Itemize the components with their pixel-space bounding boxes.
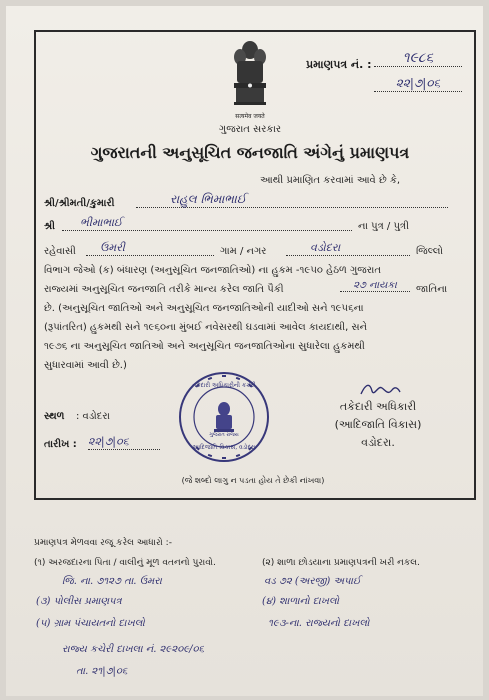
- handwritten-note: જિ. ના. ૭૧૨૭ તા. ઉમરા: [62, 576, 162, 587]
- certificate-number-label: પ્રમાણપત્ર નં. :: [306, 58, 372, 71]
- certificate-paper: [6, 6, 483, 696]
- date-value: ૨૨|૭|૦૬: [88, 435, 160, 450]
- government-name: ગુજરાત સરકાર: [218, 124, 282, 135]
- tribe-value: ૨૭ નાયકા: [340, 280, 410, 292]
- handwritten-note: (૪) શાળાનો દાખલો: [262, 596, 340, 607]
- village-label: ગામ / નગર: [220, 246, 267, 257]
- certify-line: આથી પ્રમાણિત કરવામાં આવે છે કે,: [260, 175, 401, 186]
- name-value: રાહુલ ભિમાભાઈ: [136, 192, 448, 208]
- body-line-4: (રૂપાંતરિત) હુકમથી સને ૧૯૬૦ના મુંબઈ નવેસરથી ઘડવામાં આવેલ કાયદાથી, સને: [44, 322, 368, 333]
- body-line-2-end: જાતિના: [416, 284, 448, 295]
- body-line-6: સુધારવામાં આવી છે.): [44, 360, 127, 371]
- place-label: સ્થળ: [44, 411, 65, 422]
- handwritten-note: વડ ૭૨ (અરજી) અપાઈ: [264, 576, 361, 587]
- footnote: (જે શબ્દો લાગુ ન પડતા હોય તે છેકી નાંખવા): [181, 476, 325, 485]
- officer-department: (આદિજાતિ વિકાસ): [334, 418, 422, 431]
- officer-signature: [358, 380, 402, 400]
- body-line-3: છે. (અનુસૂચિત જાતિઓ અને અનુસૂચિત જનજાતિઓની યાદીઓ સને ૧૯૫૬ના: [44, 303, 364, 314]
- residence-label: રહેવાસી: [44, 246, 76, 257]
- basis-heading: પ્રમાણપત્ર મેળવવા રજૂ કરેલ આધારો :-: [34, 538, 172, 548]
- officer-city: વડોદરા.: [361, 436, 395, 449]
- national-emblem-icon: [230, 39, 270, 115]
- name-label: શ્રી/શ્રીમતી/કુમારી: [44, 198, 115, 209]
- certificate-title: ગુજરાતની અનુસૂચિત જનજાતિ અંગેનું પ્રમાણપત્ર: [90, 143, 410, 162]
- place-value: : વડોદરા: [76, 411, 110, 422]
- district-label: જિલ્લો: [416, 246, 443, 257]
- seal-center-text: ગુજરાત રાજ્ય: [209, 432, 239, 438]
- body-line-2: રાજ્યમાં અનુસૂચિત જનજાતિ તરીકે માન્ય કરેલ જાતિ પૈકી: [44, 284, 284, 295]
- seal-text-bottom: આદિજાતિ વિકાસ, વડોદરા: [192, 444, 256, 451]
- father-value: ભીમાભાઈ: [62, 216, 352, 231]
- basis-item-1: (૧) અરજદારના પિતા / વાલીનું મૂળ વતનનો પુરાવો.: [34, 558, 216, 568]
- certificate-number-value: ૧૯૮૬: [374, 50, 462, 67]
- father-label: શ્રી: [44, 221, 56, 232]
- handwritten-note: રાજ્ય કચેરી દાખલા નં. ૨૯૨૦૯/૦૬: [62, 644, 205, 655]
- emblem-motto: सत्यमेव जयते: [235, 113, 265, 120]
- handwritten-note: (૫) ગ્રામ પંચાયતનો દાખલો: [36, 618, 145, 629]
- father-suffix: ના પુત્ર / પુત્રી: [358, 221, 409, 232]
- officer-title: તકેદારી અધિકારી: [339, 400, 417, 413]
- seal-text-top: તકેદારી અધિકારીની કચેરી: [192, 382, 256, 389]
- body-line-1: વિભાગ જેઓ (ક) બંધારણ (અનુસૂચિત જનજાતિઓ) ના હુકમ -૧૯૫૦ હેઠળ ગુજરાત: [44, 265, 382, 276]
- handwritten-note: ૧૯૩-ના. રાજ્યનો દાખલો: [268, 618, 370, 629]
- basis-item-2: (૨) શાળા છોડયાના પ્રમાણપત્રની ખરી નકલ.: [262, 558, 420, 568]
- date-label: તારીખ :: [44, 439, 77, 450]
- handwritten-note: (૩) પોલીસ પ્રમાણપત્ર: [36, 596, 122, 607]
- body-line-5: ૧૯૭૬ ના અનુસૂચિત જાતિઓ અને અનુસૂચિત જનજાતિઓના સુધારેલા હુકમથી: [44, 341, 365, 352]
- certificate-number-date: ૨૨|૭|૦૬: [374, 76, 462, 92]
- handwritten-note: તા. ૨૧|૭|૦૬: [76, 666, 128, 677]
- district-value: વડોદરા: [286, 241, 410, 256]
- village-value: ઉમરી: [86, 241, 214, 256]
